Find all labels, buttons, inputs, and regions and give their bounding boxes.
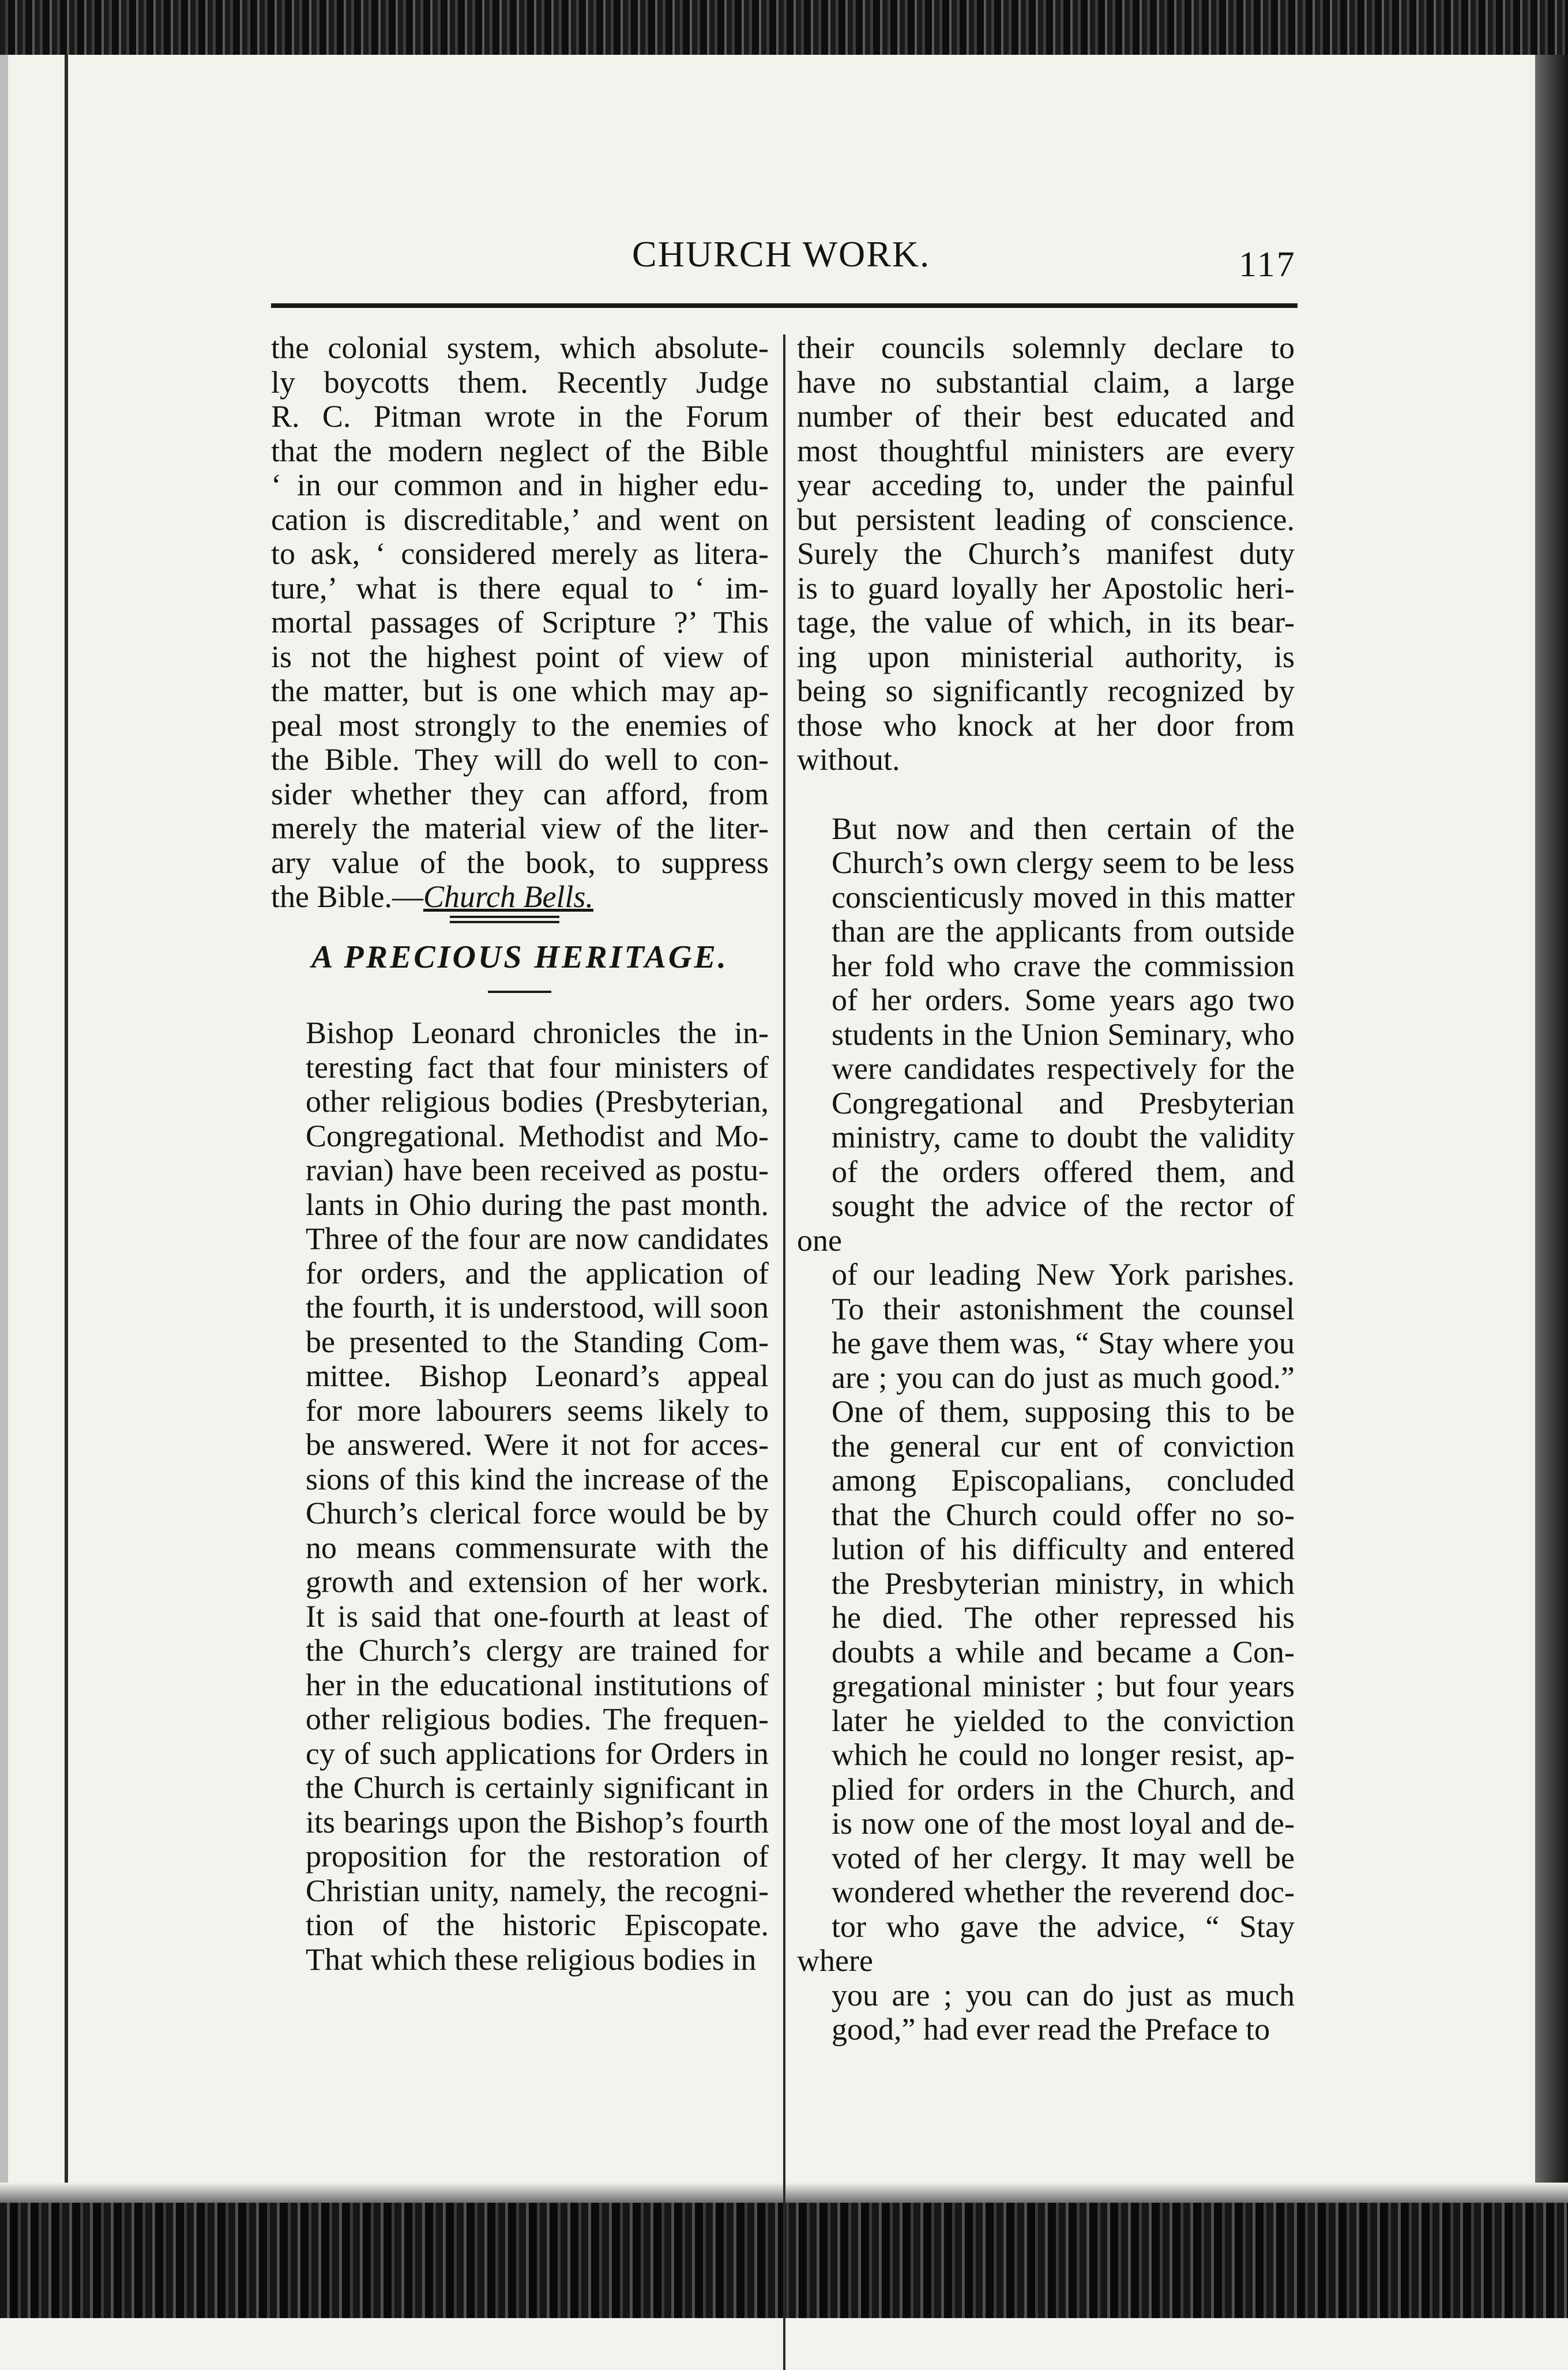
attribution-prefix: the Bible.— bbox=[271, 879, 423, 914]
text-line: sider whether they can afford, from bbox=[271, 776, 769, 811]
text-line: cation is discreditable,’ and went on bbox=[271, 502, 769, 537]
text-line: tage, the value of which, in its bear- bbox=[797, 605, 1295, 639]
text-line: ing upon ministerial authority, is bbox=[797, 639, 1295, 674]
text-line: mittee. Bishop Leonard’s appeal bbox=[306, 1359, 769, 1393]
header-rule bbox=[271, 303, 1298, 308]
section-heading: A PRECIOUS HERITAGE. bbox=[311, 939, 728, 975]
text-line: other religious bodies. The frequen- bbox=[306, 1702, 769, 1736]
page-number: 117 bbox=[1239, 245, 1296, 284]
text-line: To their astonishment the counsel bbox=[832, 1291, 1295, 1326]
text-line: no means commensurate with the bbox=[306, 1530, 769, 1565]
text-line: the Church is certainly significant in bbox=[306, 1770, 769, 1805]
text-line: those who knock at her door from bbox=[797, 708, 1295, 743]
text-line: ary value of the book, to suppress bbox=[271, 845, 769, 880]
text-line: the Church’s clergy are trained for bbox=[306, 1633, 769, 1668]
scan-edge-right bbox=[1535, 55, 1568, 2206]
text-line: that the modern neglect of the Bible bbox=[271, 433, 769, 468]
text-line: ture,’ what is there equal to ‘ im- bbox=[271, 570, 769, 605]
text-line: Surely the Church’s manifest duty bbox=[797, 536, 1295, 571]
text-line: he gave them was, “ Stay where you bbox=[832, 1326, 1295, 1360]
text-line: wondered whether the reverend doc- bbox=[832, 1875, 1295, 1909]
text-line: you are ; you can do just as much bbox=[832, 1977, 1295, 2012]
running-head: CHURCH WORK. bbox=[632, 234, 931, 274]
section-double-rule bbox=[450, 916, 559, 923]
text-line: One of them, supposing this to be bbox=[832, 1394, 1295, 1429]
text-line: her in the educational institutions of bbox=[306, 1667, 769, 1702]
text-line: Church’s clerical force would be by bbox=[306, 1496, 769, 1530]
left-column bbox=[271, 331, 769, 1977]
text-line: were candidates respectively for the bbox=[832, 1051, 1295, 1086]
text-line: for orders, and the application of bbox=[306, 1255, 769, 1291]
text-line: Three of the four are now candidates bbox=[306, 1221, 769, 1256]
text-line: that the Church could offer no so- bbox=[832, 1497, 1295, 1532]
text-line: sions of this kind the increase of the bbox=[306, 1461, 769, 1496]
text-line: teresting fact that four ministers of bbox=[306, 1049, 769, 1085]
text-line: conscienticusly moved in this matter bbox=[832, 879, 1295, 915]
paragraph-clergy bbox=[797, 812, 1295, 2047]
text-line: be answered. Were it not for acces- bbox=[306, 1427, 769, 1462]
text-line: ‘ in our common and in higher edu- bbox=[271, 468, 769, 502]
text-line: But now and then certain of the bbox=[832, 811, 1295, 846]
text-line: lants in Ohio during the past month. bbox=[306, 1187, 769, 1222]
text-line: her fold who crave the commission bbox=[832, 948, 1295, 983]
text-line: doubts a while and became a Con- bbox=[832, 1634, 1295, 1669]
text-line: mortal passages of Scripture ?’ This bbox=[271, 605, 769, 639]
text-line: voted of her clergy. It may well be bbox=[832, 1840, 1295, 1875]
text-line: ministry, came to doubt the validity bbox=[832, 1120, 1295, 1154]
scan-edge-left bbox=[0, 55, 8, 2206]
text-line: Congregational. Methodist and Mo- bbox=[306, 1118, 769, 1153]
text-line: its bearings upon the Bishop’s fourth bbox=[306, 1804, 769, 1839]
text-line: number of their best educated and bbox=[797, 399, 1295, 434]
text-line: of our leading New York parishes. bbox=[832, 1257, 1295, 1292]
text-line: lution of his difficulty and entered bbox=[832, 1532, 1295, 1566]
text-line: have no substantial claim, a large bbox=[797, 364, 1295, 400]
text-line: R. C. Pitman wrote in the Forum bbox=[271, 399, 769, 434]
text-line: Christian unity, namely, the recogni- bbox=[306, 1873, 769, 1908]
text-line: It is said that one-fourth at least of bbox=[306, 1598, 769, 1634]
text-line: the Presbyterian ministry, in which bbox=[832, 1566, 1295, 1601]
text-line: than are the applicants from outside bbox=[832, 914, 1295, 949]
text-line: of her orders. Some years ago two bbox=[832, 983, 1295, 1017]
text-line: but persistent leading of conscience. bbox=[797, 502, 1295, 537]
text-line: growth and extension of her work. bbox=[306, 1564, 769, 1599]
text-line: ly boycotts them. Recently Judge bbox=[271, 364, 769, 400]
text-line: is to guard loyally her Apostolic heri- bbox=[797, 570, 1295, 605]
text-line: other religious bodies (Presbyterian, bbox=[306, 1084, 769, 1119]
text-line: the general cur ent of conviction bbox=[832, 1428, 1295, 1464]
text-line: of the orders offered them, and bbox=[832, 1154, 1295, 1189]
text-line: their councils solemnly declare to bbox=[797, 330, 1295, 365]
scan-binding-line bbox=[65, 55, 68, 2200]
text-line: sought the advice of the rector of one bbox=[797, 1188, 1295, 1258]
text-line: he died. The other repressed his bbox=[832, 1600, 1295, 1635]
text-line: the matter, but is one which may ap- bbox=[271, 674, 769, 708]
text-line: are ; you can do just as much good.” bbox=[832, 1360, 1295, 1395]
text-line: year acceding to, under the painful bbox=[797, 468, 1295, 502]
text-line: later he yielded to the conviction bbox=[832, 1703, 1295, 1738]
text-line: the colonial system, which absolute- bbox=[271, 330, 769, 365]
text-line: without. bbox=[797, 742, 900, 777]
text-line: Church’s own clergy seem to be less bbox=[832, 845, 1295, 880]
paragraph-bishop-leonard bbox=[271, 1016, 769, 1977]
text-line: most thoughtful ministers are every bbox=[797, 433, 1295, 468]
text-line: among Episcopalians, concluded bbox=[832, 1463, 1295, 1498]
text-line: to ask, ‘ considered merely as litera- bbox=[271, 536, 769, 571]
text-line: is now one of the most loyal and de- bbox=[832, 1806, 1295, 1841]
paragraph-gap bbox=[797, 777, 1295, 812]
text-line: is not the highest point of view of bbox=[271, 639, 769, 674]
text-line: the Bible. They will do well to con- bbox=[271, 742, 769, 777]
text-line: plied for orders in the Church, and bbox=[832, 1771, 1295, 1807]
text-line: students in the Union Seminary, who bbox=[832, 1017, 1295, 1052]
text-line: which he could no longer resist, ap- bbox=[832, 1737, 1295, 1772]
text-line: gregational minister ; but four years bbox=[832, 1669, 1295, 1703]
attribution-source: Church Bells. bbox=[423, 879, 593, 914]
text-line: being so significantly recognized by bbox=[797, 674, 1295, 708]
text-line: peal most strongly to the enemies of bbox=[271, 708, 769, 743]
text-line: ravian) have been received as postu- bbox=[306, 1153, 769, 1187]
column-divider bbox=[783, 334, 785, 2370]
paragraph-councils bbox=[797, 331, 1295, 777]
text-line: proposition for the restoration of bbox=[306, 1839, 769, 1874]
text-line: Bishop Leonard chronicles the in- bbox=[306, 1015, 769, 1050]
text-line: merely the material view of the liter- bbox=[271, 811, 769, 845]
attribution-line bbox=[271, 880, 769, 915]
paragraph-colonial-system bbox=[271, 331, 769, 880]
text-line: That which these religious bodies in bbox=[306, 1942, 757, 1977]
right-column bbox=[797, 331, 1295, 2047]
text-line: the fourth, it is understood, will soon bbox=[306, 1290, 769, 1325]
text-line: good,” had ever read the Preface to bbox=[832, 2012, 1270, 2047]
text-line: for more labourers seems likely to bbox=[306, 1393, 769, 1428]
text-line: Congregational and Presbyterian bbox=[832, 1085, 1295, 1120]
text-line: be presented to the Standing Com- bbox=[306, 1324, 769, 1359]
heading-short-rule bbox=[488, 991, 551, 993]
text-line: cy of such applications for Orders in bbox=[306, 1736, 769, 1771]
scan-edge-top bbox=[0, 0, 1568, 55]
text-line: tor who gave the advice, “ Stay where bbox=[797, 1909, 1295, 1978]
text-line: tion of the historic Episcopate. bbox=[306, 1908, 769, 1942]
